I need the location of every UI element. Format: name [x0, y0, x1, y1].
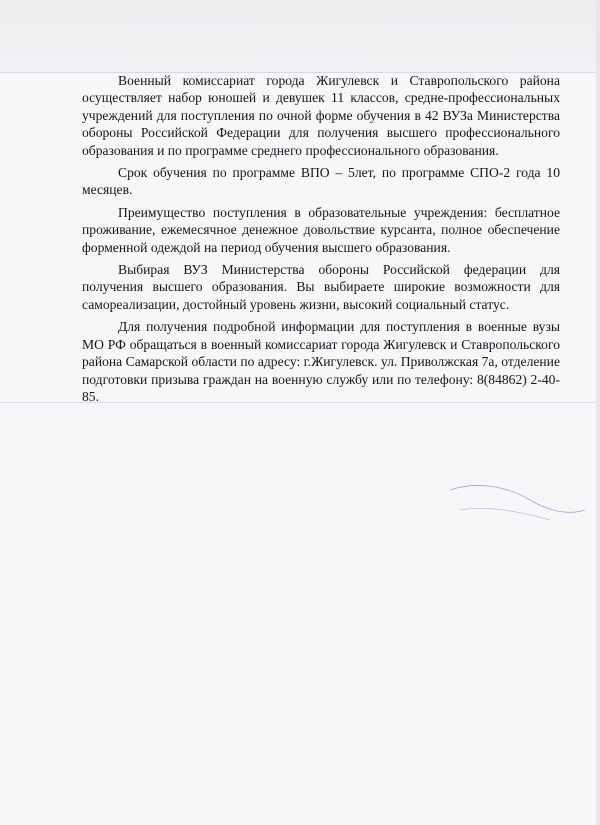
paragraph-opportunities: Выбирая ВУЗ Министерства обороны Российской федерации для получения высшего образования. Вы выбираете широкие возможности для самореализации, достойный уровень жизни, высокий социальный статус. [82, 262, 560, 312]
pen-marks [440, 470, 590, 530]
document-body [82, 72, 560, 410]
page-top-fold [0, 0, 600, 73]
page-edge [596, 0, 600, 825]
paragraph-study-term: Срок обучения по программе ВПО – 5лет, по программе СПО-2 года 10 месяцев. [82, 165, 560, 198]
paragraph-recruitment: Военный комиссариат города Жигулевск и Ставропольского района осуществляет набор юношей и девушек 11 классов, средне-профессиональных учреждений для поступления по очной форме обучения в 42 ВУЗа Министерства обороны Российской Федерации для получения высшего профессионального образования и по программе среднего профессионального образования. [82, 73, 560, 158]
paragraph-advantages: Преимущество поступления в образовательные учреждения: бесплатное проживание, ежемесячное денежное довольствие курсанта, полное обеспечение форменной одеждой на период обучения высшего образования. [82, 204, 560, 255]
paragraph-contacts: Для получения подробной информации для поступления в военные вузы МО РФ обращаться в военный комиссариат города Жигулевск и Ставропольского района Самарской области по адресу: г.Жигулевск. ул. Приволжская 7а, отделение подготовки призыва граждан на военную службу или по телефону: 8(84862) 2-40-85. [82, 319, 560, 404]
